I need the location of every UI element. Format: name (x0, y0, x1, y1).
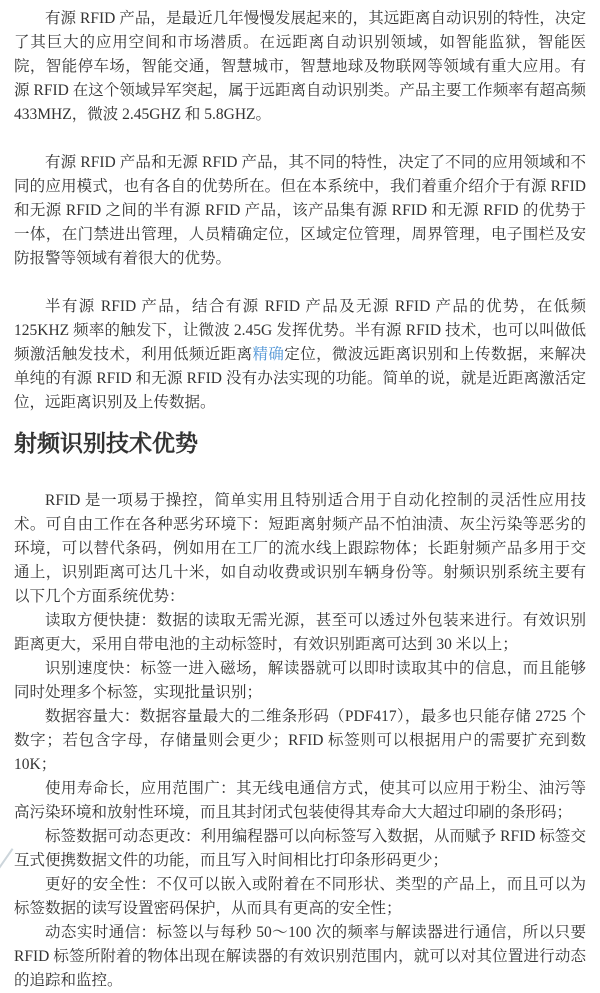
intro-paragraph-active-rfid: 有源 RFID 产品，是最近几年慢慢发展起来的，其远距离自动识别的特性，决定了其巨大的应用空间和市场潜质。在远距离自动识别领域，如智能监狱，智能医院，智能停车场，智能交通，智慧城市，智慧地球及物联网等领域有重大应用。有源 RFID 在这个领域异军突起，属于远距离自动识别类。产品主要工作频率有超高频 433MHZ，微波 2.45GHZ 和 5.8GHZ。 (14, 10, 586, 123)
precise-positioning-link[interactable]: 精确 (252, 346, 285, 363)
semi-active-text-before-link: 半有源 RFID 产品，结合有源 RFID 产品及无源 RFID 产品的优势，在低频 125KHZ 频率的触发下，让微波 2.45G 发挥优势。半有源 RFID 技术，也可以叫做低频激活触发技术，利用低频近距离 (14, 298, 586, 363)
advantage-paragraph-security: 更好的安全性：不仅可以嵌入或附着在不同形状、类型的产品上，而且可以为标签数据的读写设置密码保护，从而具有更高的安全性； (14, 876, 586, 917)
advantage-paragraph-long-lifespan: 使用寿命长，应用范围广：其无线电通信方式，使其可以应用于粉尘、油污等高污染环境和放射性环境，而且其封闭式包装使得其寿命大大超过印刷的条形码； (14, 780, 586, 821)
advantage-paragraph-recognition-speed: 识别速度快：标签一进入磁场，解读器就可以即时读取其中的信息，而且能够同时处理多个标签，实现批量识别； (14, 660, 586, 701)
section-heading-rfid-advantages: 射频识别技术优势 (14, 431, 198, 456)
intro-paragraph-active-vs-passive: 有源 RFID 产品和无源 RFID 产品，其不同的特性，决定了不同的应用领域和不同的应用模式，也有各自的优势所在。但在本系统中，我们着重介绍介于有源 RFID 和无源 RFID 之间的半有源 RFID 产品，该产品集有源 RFID 和无源 RFID 的优势于一体，在门禁进出管理，人员精确定位，区域定位管理，周界管理，电子围栏及安防报警等领域有着很大的优势。 (14, 154, 586, 267)
stray-mark-artifact (0, 848, 13, 874)
section-lead-paragraph: RFID 是一项易于操控，简单实用且特别适合用于自动化控制的灵活性应用技术。可自由工作在各种恶劣环境下：短距离射频产品不怕油渍、灰尘污染等恶劣的环境，可以替代条码，例如用在工厂的流水线上跟踪物体；长距射频产品多用于交通上，识别距离可达几十米，如自动收费或识别车辆身份等。射频识别系统主要有以下几个方面系统优势： (14, 492, 586, 605)
advantage-paragraph-dynamic-data: 标签数据可动态更改：利用编程器可以向标签写入数据，从而赋予 RFID 标签交互式便携数据文件的功能，而且写入时间相比打印条形码更少； (14, 828, 586, 869)
advantage-paragraph-realtime-communication: 动态实时通信：标签以与每秒 50～100 次的频率与解读器进行通信，所以只要 RFID 标签所附着的物体出现在解读器的有效识别范围内，就可以对其位置进行动态的追踪和监控。 (14, 924, 586, 989)
intro-paragraph-semi-active (14, 295, 586, 415)
advantage-paragraph-read-convenience: 读取方便快捷：数据的读取无需光源，甚至可以透过外包装来进行。有效识别距离更大，采用自带电池的主动标签时，有效识别距离可达到 30 米以上； (14, 612, 586, 653)
advantage-paragraph-data-capacity: 数据容量大：数据容量最大的二维条形码（PDF417），最多也只能存储 2725 个数字；若包含字母，存储量则会更少；RFID 标签则可以根据用户的需要扩充到数 10K； (14, 708, 586, 773)
semi-active-text-after-link: 定位，微波远距离识别和上传数据，来解决单纯的有源 RFID 和无源 RFID 没有办法实现的功能。简单的说，就是近距离激活定位，远距离识别及上传数据。 (14, 346, 586, 411)
